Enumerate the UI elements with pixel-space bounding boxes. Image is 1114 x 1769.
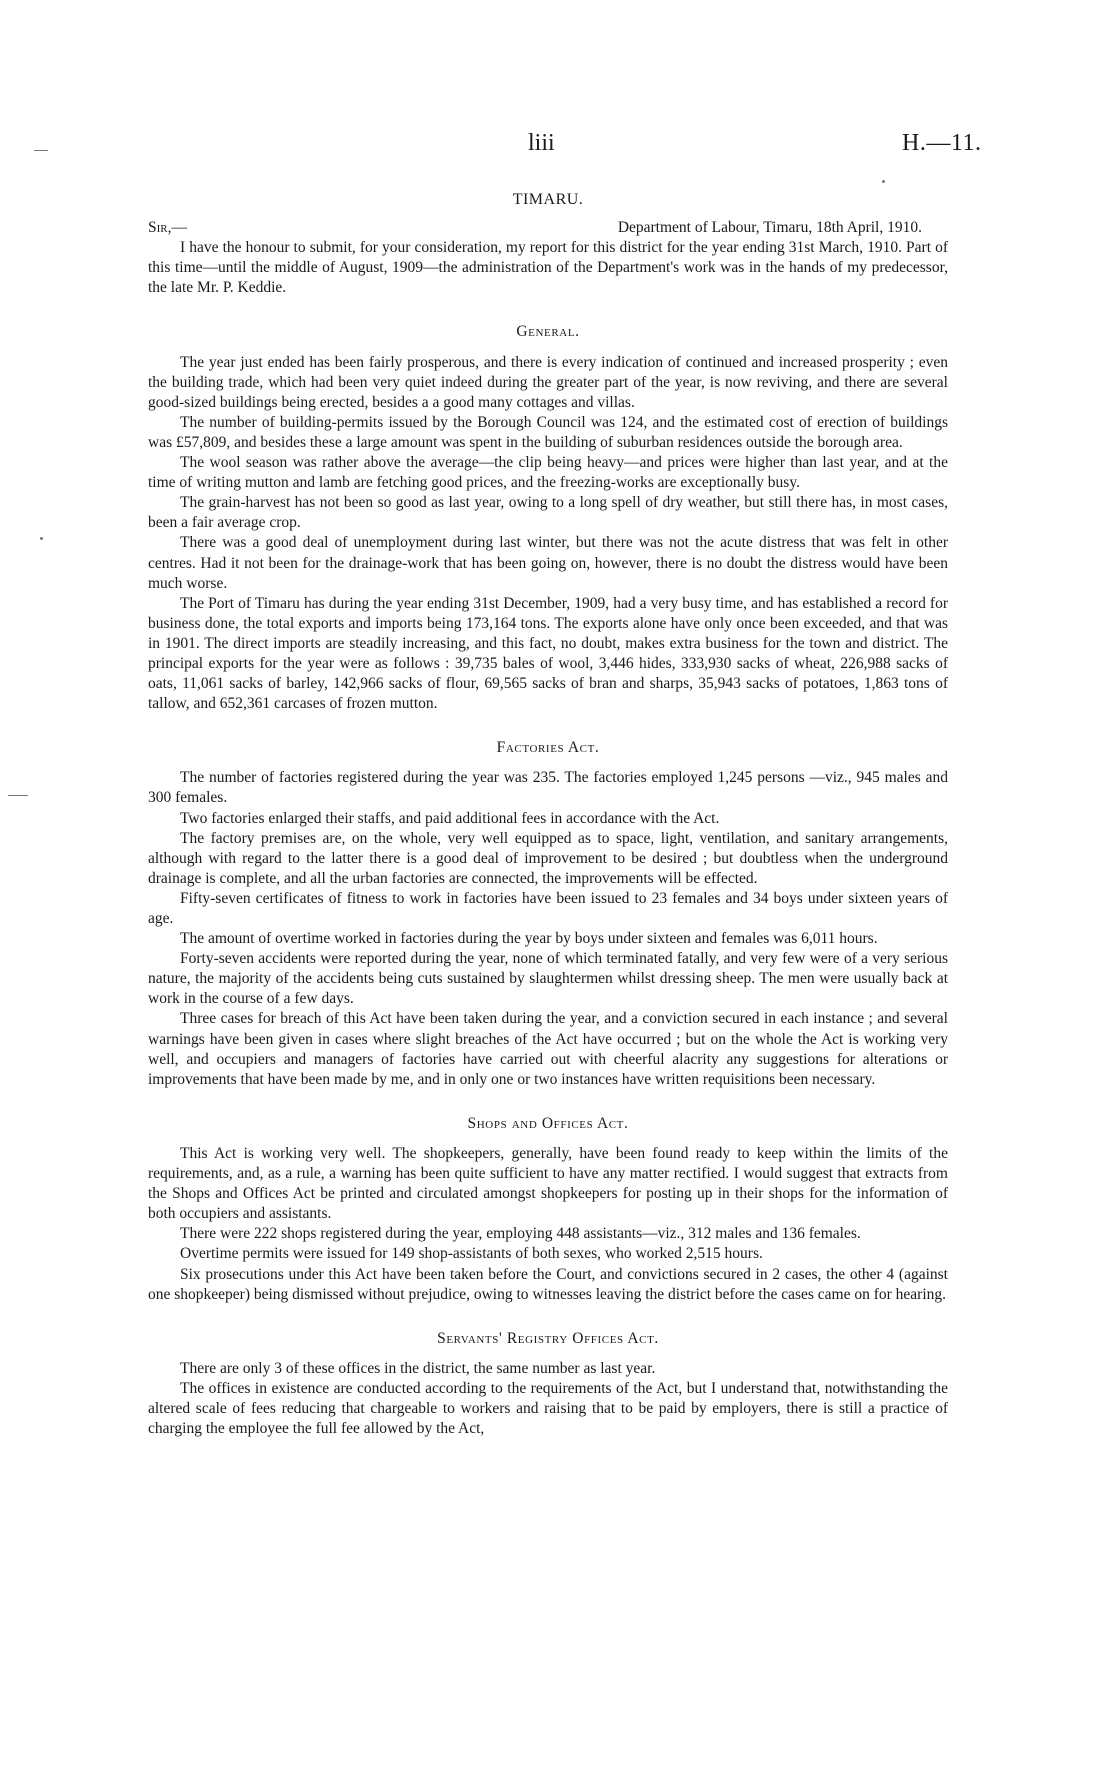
dateline: Department of Labour, Timaru, 18th April, 1910. bbox=[617, 219, 922, 237]
paragraph: The wool season was rather above the average—the clip being heavy—and prices were higher than last year, and at the time of writing mutton and lamb are fetching good prices, and the freezing-works are exceptionally busy. bbox=[148, 454, 948, 492]
paragraph: The year just ended has been fairly prosperous, and there is every indication of continued and increased prosperity ; even the building trade, which had been very quiet indeed during the greater part of the year, is now reviving, and there are several good-sized buildings being erected, besides a a good many cottages and villas. bbox=[148, 353, 948, 411]
paragraph: The number of building-permits issued by the Borough Council was 124, and the estimated cost of erection of buildings was £57,809, and besides these a large amount was spent in the building of suburban residences outside the borough area. bbox=[148, 413, 948, 451]
section-heading-servants: Servants' Registry Offices Act. bbox=[437, 1329, 659, 1347]
paragraph: Two factories enlarged their staffs, and paid additional fees in accordance with the Act. bbox=[180, 809, 720, 827]
paragraph: There were 222 shops registered during the year, employing 448 assistants—viz., 312 males and 136 females. bbox=[180, 1225, 861, 1243]
paragraph: Six prosecutions under this Act have been taken before the Court, and convictions secured in 2 cases, the other 4 (against one shopkeeper) being dismissed without prejudice, owing to witnesses leaving the district before the cases came on for hearing. bbox=[148, 1265, 948, 1303]
paragraph: There are only 3 of these offices in the district, the same number as last year. bbox=[180, 1359, 656, 1377]
dateline-row bbox=[148, 218, 948, 238]
scan-mark bbox=[882, 180, 885, 183]
section-heading-shops: Shops and Offices Act. bbox=[467, 1114, 629, 1132]
paragraph: The amount of overtime worked in factories during the year by boys under sixteen and females was 6,011 hours. bbox=[180, 930, 878, 948]
section-heading-general: General. bbox=[516, 323, 580, 341]
intro-paragraph: I have the honour to submit, for your consideration, my report for this district for the year ending 31st March, 1910. Part of this time—until the middle of August, 1909—the administration of the Department's work was in the hands of my predecessor, the late Mr. P. Keddie. bbox=[148, 239, 948, 297]
paragraph: This Act is working very well. The shopkeepers, generally, have been found ready to keep within the limits of the requirements, and, as a rule, a warning has been quite sufficient to have any matter rectified. I would suggest that extracts from the Shops and Offices Act be printed and circulated amongst shopkeepers for posting up in their shops for the information of both occupiers and assistants. bbox=[148, 1144, 948, 1223]
paragraph: The number of factories registered during the year was 235. The factories employed 1,245 persons —viz., 945 males and 300 females. bbox=[148, 769, 948, 807]
document-reference: H.—11. bbox=[902, 130, 982, 156]
paragraph: Overtime permits were issued for 149 shop-assistants of both sexes, who worked 2,515 hours. bbox=[180, 1245, 763, 1263]
report-title: TIMARU. bbox=[512, 191, 584, 208]
salutation: Sir,— bbox=[148, 219, 187, 237]
paragraph: There was a good deal of unemployment during last winter, but there was not the acute distress that was felt in other centres. Had it not been for the drainage-work that has been going on, however, there is no doubt the distress would have been much worse. bbox=[148, 534, 948, 592]
scan-mark bbox=[8, 795, 28, 796]
scan-mark bbox=[40, 537, 43, 540]
paragraph: The Port of Timaru has during the year ending 31st December, 1909, had a very busy time, and has established a record for business done, the total exports and imports being 173,164 tons. The exports alone have only once been exceeded, and that was in 1901. The direct imports are steadily increasing, and this fact, no doubt, makes extra business for the town and district. The principal exports for the year were as follows : 39,735 bales of wool, 3,446 hides, 333,930 sacks of wheat, 226,988 sacks of oats, 11,061 sacks of barley, 142,966 sacks of flour, 69,565 sacks of bran and sharps, 35,943 sacks of potatoes, 1,863 tons of tallow, and 652,361 carcases of frozen mutton. bbox=[148, 594, 948, 713]
paragraph: The offices in existence are conducted according to the requirements of the Act, but I understand that, notwithstanding the altered scale of fees reducing that chargeable to workers and raising that to be paid by employers, there is still a practice of charging the employee the full fee allowed by the Act, bbox=[148, 1379, 948, 1438]
section-heading-factories: Factories Act. bbox=[496, 739, 600, 757]
paragraph: Fifty-seven certificates of fitness to work in factories have been issued to 23 females and 34 boys under sixteen years of age. bbox=[148, 889, 948, 927]
document-body bbox=[148, 190, 948, 1439]
paragraph: Three cases for breach of this Act have been taken during the year, and a conviction secured in each instance ; and several warnings have been given in cases where slight breaches of the Act have occurred ; but on the whole the Act is working very well, and occupiers and managers of factories have carried out with cheerful alacrity any suggestions for alterations or improvements that have been made by me, and in only one or two instances have written requisitions been necessary. bbox=[148, 1010, 948, 1088]
paragraph: The grain-harvest has not been so good as last year, owing to a long spell of dry weather, but still there has, in most cases, been a fair average crop. bbox=[148, 494, 948, 532]
page-number: liii bbox=[528, 130, 555, 156]
paragraph: Forty-seven accidents were reported during the year, none of which terminated fatally, and very few were of a very serious nature, the majority of the accidents being cuts sustained by slaughtermen whilst dressing sheep. The men were usually back at work in the course of a few days. bbox=[148, 950, 948, 1008]
paragraph: The factory premises are, on the whole, very well equipped as to space, light, ventilation, and sanitary arrangements, although with regard to the latter there is a good deal of improvement to be desired ; but doubtless when the underground drainage is complete, and all the urban factories are connected, the improvements will be effected. bbox=[148, 829, 948, 887]
scan-mark bbox=[34, 150, 48, 151]
